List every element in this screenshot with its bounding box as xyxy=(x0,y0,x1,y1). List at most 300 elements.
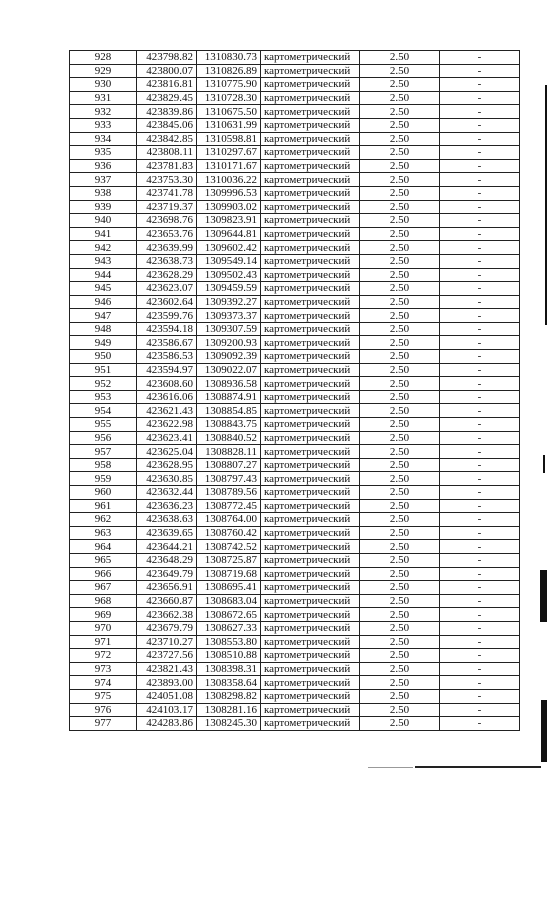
x-coordinate-cell: 423839.86 xyxy=(137,105,197,119)
y-coordinate-cell: 1308789.56 xyxy=(197,486,261,500)
error-cell: 2.50 xyxy=(360,118,440,132)
error-cell: 2.50 xyxy=(360,553,440,567)
method-cell: картометрический xyxy=(261,309,360,323)
method-cell: картометрический xyxy=(261,186,360,200)
y-coordinate-cell: 1310631.99 xyxy=(197,118,261,132)
error-cell: 2.50 xyxy=(360,282,440,296)
point-number-cell: 946 xyxy=(70,295,137,309)
table-row xyxy=(70,581,520,595)
x-coordinate-cell: 423586.53 xyxy=(137,350,197,364)
method-cell: картометрический xyxy=(261,200,360,214)
coordinates-table-body xyxy=(70,51,520,731)
note-cell: - xyxy=(440,146,520,160)
x-coordinate-cell: 423639.65 xyxy=(137,526,197,540)
error-cell: 2.50 xyxy=(360,268,440,282)
error-cell: 2.50 xyxy=(360,499,440,513)
error-cell: 2.50 xyxy=(360,608,440,622)
x-coordinate-cell: 423781.83 xyxy=(137,159,197,173)
table-row xyxy=(70,363,520,377)
y-coordinate-cell: 1308281.16 xyxy=(197,703,261,717)
note-cell: - xyxy=(440,662,520,676)
error-cell: 2.50 xyxy=(360,363,440,377)
error-cell: 2.50 xyxy=(360,146,440,160)
y-coordinate-cell: 1309373.37 xyxy=(197,309,261,323)
table-row xyxy=(70,146,520,160)
note-cell: - xyxy=(440,363,520,377)
x-coordinate-cell: 423639.99 xyxy=(137,241,197,255)
point-number-cell: 955 xyxy=(70,418,137,432)
error-cell: 2.50 xyxy=(360,186,440,200)
point-number-cell: 961 xyxy=(70,499,137,513)
method-cell: картометрический xyxy=(261,662,360,676)
method-cell: картометрический xyxy=(261,268,360,282)
note-cell: - xyxy=(440,64,520,78)
table-row xyxy=(70,51,520,65)
y-coordinate-cell: 1308358.64 xyxy=(197,676,261,690)
x-coordinate-cell: 423623.07 xyxy=(137,282,197,296)
point-number-cell: 968 xyxy=(70,594,137,608)
y-coordinate-cell: 1308840.52 xyxy=(197,431,261,445)
scan-edge-mark xyxy=(545,85,547,325)
scan-bottom-line-faint xyxy=(368,767,413,768)
table-row xyxy=(70,703,520,717)
error-cell: 2.50 xyxy=(360,431,440,445)
table-row xyxy=(70,227,520,241)
point-number-cell: 973 xyxy=(70,662,137,676)
y-coordinate-cell: 1308854.85 xyxy=(197,404,261,418)
y-coordinate-cell: 1310826.89 xyxy=(197,64,261,78)
point-number-cell: 962 xyxy=(70,513,137,527)
error-cell: 2.50 xyxy=(360,689,440,703)
point-number-cell: 970 xyxy=(70,621,137,635)
point-number-cell: 960 xyxy=(70,486,137,500)
note-cell: - xyxy=(440,526,520,540)
note-cell: - xyxy=(440,635,520,649)
method-cell: картометрический xyxy=(261,649,360,663)
error-cell: 2.50 xyxy=(360,227,440,241)
note-cell: - xyxy=(440,51,520,65)
table-row xyxy=(70,268,520,282)
y-coordinate-cell: 1308807.27 xyxy=(197,458,261,472)
note-cell: - xyxy=(440,390,520,404)
method-cell: картометрический xyxy=(261,146,360,160)
note-cell: - xyxy=(440,418,520,432)
y-coordinate-cell: 1310830.73 xyxy=(197,51,261,65)
point-number-cell: 977 xyxy=(70,717,137,731)
point-number-cell: 967 xyxy=(70,581,137,595)
table-row xyxy=(70,431,520,445)
method-cell: картометрический xyxy=(261,458,360,472)
error-cell: 2.50 xyxy=(360,649,440,663)
note-cell: - xyxy=(440,322,520,336)
table-row xyxy=(70,649,520,663)
x-coordinate-cell: 423622.98 xyxy=(137,418,197,432)
y-coordinate-cell: 1309392.27 xyxy=(197,295,261,309)
error-cell: 2.50 xyxy=(360,567,440,581)
y-coordinate-cell: 1309502.43 xyxy=(197,268,261,282)
method-cell: картометрический xyxy=(261,78,360,92)
y-coordinate-cell: 1308398.31 xyxy=(197,662,261,676)
table-row xyxy=(70,404,520,418)
error-cell: 2.50 xyxy=(360,418,440,432)
table-row xyxy=(70,621,520,635)
note-cell: - xyxy=(440,581,520,595)
x-coordinate-cell: 423625.04 xyxy=(137,445,197,459)
method-cell: картометрический xyxy=(261,608,360,622)
note-cell: - xyxy=(440,499,520,513)
note-cell: - xyxy=(440,431,520,445)
method-cell: картометрический xyxy=(261,445,360,459)
error-cell: 2.50 xyxy=(360,540,440,554)
note-cell: - xyxy=(440,241,520,255)
table-row xyxy=(70,418,520,432)
point-number-cell: 936 xyxy=(70,159,137,173)
x-coordinate-cell: 423727.56 xyxy=(137,649,197,663)
x-coordinate-cell: 423821.43 xyxy=(137,662,197,676)
y-coordinate-cell: 1308772.45 xyxy=(197,499,261,513)
note-cell: - xyxy=(440,458,520,472)
error-cell: 2.50 xyxy=(360,350,440,364)
note-cell: - xyxy=(440,309,520,323)
coordinates-table xyxy=(69,50,520,731)
y-coordinate-cell: 1308764.00 xyxy=(197,513,261,527)
table-row xyxy=(70,350,520,364)
y-coordinate-cell: 1308742.52 xyxy=(197,540,261,554)
y-coordinate-cell: 1309996.53 xyxy=(197,186,261,200)
y-coordinate-cell: 1308828.11 xyxy=(197,445,261,459)
table-row xyxy=(70,390,520,404)
error-cell: 2.50 xyxy=(360,91,440,105)
x-coordinate-cell: 423710.27 xyxy=(137,635,197,649)
method-cell: картометрический xyxy=(261,132,360,146)
y-coordinate-cell: 1309092.39 xyxy=(197,350,261,364)
note-cell: - xyxy=(440,159,520,173)
point-number-cell: 945 xyxy=(70,282,137,296)
point-number-cell: 949 xyxy=(70,336,137,350)
x-coordinate-cell: 423594.18 xyxy=(137,322,197,336)
method-cell: картометрический xyxy=(261,472,360,486)
method-cell: картометрический xyxy=(261,227,360,241)
y-coordinate-cell: 1309200.93 xyxy=(197,336,261,350)
error-cell: 2.50 xyxy=(360,322,440,336)
x-coordinate-cell: 423628.95 xyxy=(137,458,197,472)
table-row xyxy=(70,105,520,119)
x-coordinate-cell: 423632.44 xyxy=(137,486,197,500)
point-number-cell: 948 xyxy=(70,322,137,336)
point-number-cell: 957 xyxy=(70,445,137,459)
error-cell: 2.50 xyxy=(360,717,440,731)
error-cell: 2.50 xyxy=(360,295,440,309)
point-number-cell: 966 xyxy=(70,567,137,581)
y-coordinate-cell: 1308510.88 xyxy=(197,649,261,663)
error-cell: 2.50 xyxy=(360,472,440,486)
method-cell: картометрический xyxy=(261,513,360,527)
y-coordinate-cell: 1310728.30 xyxy=(197,91,261,105)
method-cell: картометрический xyxy=(261,526,360,540)
method-cell: картометрический xyxy=(261,282,360,296)
error-cell: 2.50 xyxy=(360,635,440,649)
y-coordinate-cell: 1308245.30 xyxy=(197,717,261,731)
note-cell: - xyxy=(440,594,520,608)
method-cell: картометрический xyxy=(261,214,360,228)
method-cell: картометрический xyxy=(261,594,360,608)
table-row xyxy=(70,553,520,567)
note-cell: - xyxy=(440,350,520,364)
point-number-cell: 933 xyxy=(70,118,137,132)
note-cell: - xyxy=(440,540,520,554)
method-cell: картометрический xyxy=(261,703,360,717)
x-coordinate-cell: 423586.67 xyxy=(137,336,197,350)
y-coordinate-cell: 1308672.65 xyxy=(197,608,261,622)
point-number-cell: 940 xyxy=(70,214,137,228)
x-coordinate-cell: 423599.76 xyxy=(137,309,197,323)
method-cell: картометрический xyxy=(261,118,360,132)
table-row xyxy=(70,64,520,78)
x-coordinate-cell: 423656.91 xyxy=(137,581,197,595)
note-cell: - xyxy=(440,105,520,119)
x-coordinate-cell: 424103.17 xyxy=(137,703,197,717)
point-number-cell: 969 xyxy=(70,608,137,622)
note-cell: - xyxy=(440,254,520,268)
point-number-cell: 964 xyxy=(70,540,137,554)
y-coordinate-cell: 1308695.41 xyxy=(197,581,261,595)
x-coordinate-cell: 423679.79 xyxy=(137,621,197,635)
point-number-cell: 965 xyxy=(70,553,137,567)
x-coordinate-cell: 423594.97 xyxy=(137,363,197,377)
method-cell: картометрический xyxy=(261,676,360,690)
y-coordinate-cell: 1308298.82 xyxy=(197,689,261,703)
point-number-cell: 976 xyxy=(70,703,137,717)
note-cell: - xyxy=(440,717,520,731)
x-coordinate-cell: 423623.41 xyxy=(137,431,197,445)
method-cell: картометрический xyxy=(261,621,360,635)
y-coordinate-cell: 1309644.81 xyxy=(197,227,261,241)
y-coordinate-cell: 1309022.07 xyxy=(197,363,261,377)
table-row xyxy=(70,499,520,513)
x-coordinate-cell: 423798.82 xyxy=(137,51,197,65)
table-row xyxy=(70,173,520,187)
x-coordinate-cell: 423628.29 xyxy=(137,268,197,282)
point-number-cell: 941 xyxy=(70,227,137,241)
table-row xyxy=(70,594,520,608)
method-cell: картометрический xyxy=(261,377,360,391)
note-cell: - xyxy=(440,336,520,350)
method-cell: картометрический xyxy=(261,64,360,78)
point-number-cell: 929 xyxy=(70,64,137,78)
x-coordinate-cell: 423644.21 xyxy=(137,540,197,554)
x-coordinate-cell: 423649.79 xyxy=(137,567,197,581)
error-cell: 2.50 xyxy=(360,51,440,65)
y-coordinate-cell: 1308725.87 xyxy=(197,553,261,567)
note-cell: - xyxy=(440,214,520,228)
error-cell: 2.50 xyxy=(360,513,440,527)
x-coordinate-cell: 423653.76 xyxy=(137,227,197,241)
x-coordinate-cell: 423602.64 xyxy=(137,295,197,309)
note-cell: - xyxy=(440,78,520,92)
x-coordinate-cell: 423621.43 xyxy=(137,404,197,418)
table-row xyxy=(70,118,520,132)
error-cell: 2.50 xyxy=(360,486,440,500)
y-coordinate-cell: 1308936.58 xyxy=(197,377,261,391)
y-coordinate-cell: 1309307.59 xyxy=(197,322,261,336)
note-cell: - xyxy=(440,621,520,635)
method-cell: картометрический xyxy=(261,689,360,703)
method-cell: картометрический xyxy=(261,363,360,377)
table-row xyxy=(70,78,520,92)
note-cell: - xyxy=(440,186,520,200)
method-cell: картометрический xyxy=(261,322,360,336)
x-coordinate-cell: 423638.73 xyxy=(137,254,197,268)
method-cell: картометрический xyxy=(261,159,360,173)
y-coordinate-cell: 1310171.67 xyxy=(197,159,261,173)
method-cell: картометрический xyxy=(261,717,360,731)
x-coordinate-cell: 423845.06 xyxy=(137,118,197,132)
y-coordinate-cell: 1310598.81 xyxy=(197,132,261,146)
x-coordinate-cell: 423636.23 xyxy=(137,499,197,513)
x-coordinate-cell: 423616.06 xyxy=(137,390,197,404)
note-cell: - xyxy=(440,173,520,187)
point-number-cell: 937 xyxy=(70,173,137,187)
point-number-cell: 963 xyxy=(70,526,137,540)
note-cell: - xyxy=(440,689,520,703)
table-row xyxy=(70,186,520,200)
note-cell: - xyxy=(440,567,520,581)
x-coordinate-cell: 423800.07 xyxy=(137,64,197,78)
error-cell: 2.50 xyxy=(360,445,440,459)
note-cell: - xyxy=(440,513,520,527)
table-row xyxy=(70,540,520,554)
error-cell: 2.50 xyxy=(360,105,440,119)
x-coordinate-cell: 423660.87 xyxy=(137,594,197,608)
scan-edge-mark xyxy=(540,570,547,622)
method-cell: картометрический xyxy=(261,390,360,404)
y-coordinate-cell: 1310775.90 xyxy=(197,78,261,92)
y-coordinate-cell: 1308683.04 xyxy=(197,594,261,608)
point-number-cell: 934 xyxy=(70,132,137,146)
method-cell: картометрический xyxy=(261,51,360,65)
y-coordinate-cell: 1309823.91 xyxy=(197,214,261,228)
point-number-cell: 935 xyxy=(70,146,137,160)
x-coordinate-cell: 423893.00 xyxy=(137,676,197,690)
note-cell: - xyxy=(440,703,520,717)
method-cell: картометрический xyxy=(261,173,360,187)
method-cell: картометрический xyxy=(261,486,360,500)
y-coordinate-cell: 1309549.14 xyxy=(197,254,261,268)
table-row xyxy=(70,254,520,268)
error-cell: 2.50 xyxy=(360,132,440,146)
point-number-cell: 942 xyxy=(70,241,137,255)
table-row xyxy=(70,513,520,527)
x-coordinate-cell: 423608.60 xyxy=(137,377,197,391)
x-coordinate-cell: 423816.81 xyxy=(137,78,197,92)
note-cell: - xyxy=(440,486,520,500)
error-cell: 2.50 xyxy=(360,458,440,472)
x-coordinate-cell: 423662.38 xyxy=(137,608,197,622)
y-coordinate-cell: 1308874.91 xyxy=(197,390,261,404)
x-coordinate-cell: 423842.85 xyxy=(137,132,197,146)
method-cell: картометрический xyxy=(261,350,360,364)
note-cell: - xyxy=(440,472,520,486)
table-row xyxy=(70,472,520,486)
point-number-cell: 932 xyxy=(70,105,137,119)
point-number-cell: 938 xyxy=(70,186,137,200)
table-row xyxy=(70,662,520,676)
point-number-cell: 971 xyxy=(70,635,137,649)
note-cell: - xyxy=(440,118,520,132)
note-cell: - xyxy=(440,377,520,391)
method-cell: картометрический xyxy=(261,431,360,445)
y-coordinate-cell: 1308719.68 xyxy=(197,567,261,581)
table-row xyxy=(70,567,520,581)
error-cell: 2.50 xyxy=(360,64,440,78)
table-row xyxy=(70,377,520,391)
table-row xyxy=(70,200,520,214)
note-cell: - xyxy=(440,649,520,663)
error-cell: 2.50 xyxy=(360,404,440,418)
method-cell: картометрический xyxy=(261,336,360,350)
table-row xyxy=(70,608,520,622)
x-coordinate-cell: 423698.76 xyxy=(137,214,197,228)
error-cell: 2.50 xyxy=(360,594,440,608)
table-row xyxy=(70,336,520,350)
error-cell: 2.50 xyxy=(360,173,440,187)
method-cell: картометрический xyxy=(261,241,360,255)
point-number-cell: 939 xyxy=(70,200,137,214)
table-row xyxy=(70,689,520,703)
method-cell: картометрический xyxy=(261,404,360,418)
method-cell: картометрический xyxy=(261,499,360,513)
method-cell: картометрический xyxy=(261,581,360,595)
error-cell: 2.50 xyxy=(360,581,440,595)
note-cell: - xyxy=(440,445,520,459)
table-row xyxy=(70,717,520,731)
point-number-cell: 953 xyxy=(70,390,137,404)
error-cell: 2.50 xyxy=(360,377,440,391)
point-number-cell: 959 xyxy=(70,472,137,486)
method-cell: картометрический xyxy=(261,567,360,581)
note-cell: - xyxy=(440,227,520,241)
y-coordinate-cell: 1308760.42 xyxy=(197,526,261,540)
method-cell: картометрический xyxy=(261,540,360,554)
table-row xyxy=(70,458,520,472)
y-coordinate-cell: 1309903.02 xyxy=(197,200,261,214)
note-cell: - xyxy=(440,608,520,622)
method-cell: картометрический xyxy=(261,254,360,268)
y-coordinate-cell: 1308627.33 xyxy=(197,621,261,635)
note-cell: - xyxy=(440,91,520,105)
error-cell: 2.50 xyxy=(360,159,440,173)
x-coordinate-cell: 423753.30 xyxy=(137,173,197,187)
note-cell: - xyxy=(440,132,520,146)
error-cell: 2.50 xyxy=(360,309,440,323)
scan-bottom-line xyxy=(415,766,541,768)
y-coordinate-cell: 1308843.75 xyxy=(197,418,261,432)
point-number-cell: 954 xyxy=(70,404,137,418)
y-coordinate-cell: 1309602.42 xyxy=(197,241,261,255)
error-cell: 2.50 xyxy=(360,703,440,717)
error-cell: 2.50 xyxy=(360,200,440,214)
x-coordinate-cell: 423829.45 xyxy=(137,91,197,105)
error-cell: 2.50 xyxy=(360,241,440,255)
point-number-cell: 928 xyxy=(70,51,137,65)
method-cell: картометрический xyxy=(261,635,360,649)
x-coordinate-cell: 423648.29 xyxy=(137,553,197,567)
error-cell: 2.50 xyxy=(360,214,440,228)
x-coordinate-cell: 424283.86 xyxy=(137,717,197,731)
scan-edge-mark xyxy=(543,455,545,473)
point-number-cell: 972 xyxy=(70,649,137,663)
point-number-cell: 931 xyxy=(70,91,137,105)
